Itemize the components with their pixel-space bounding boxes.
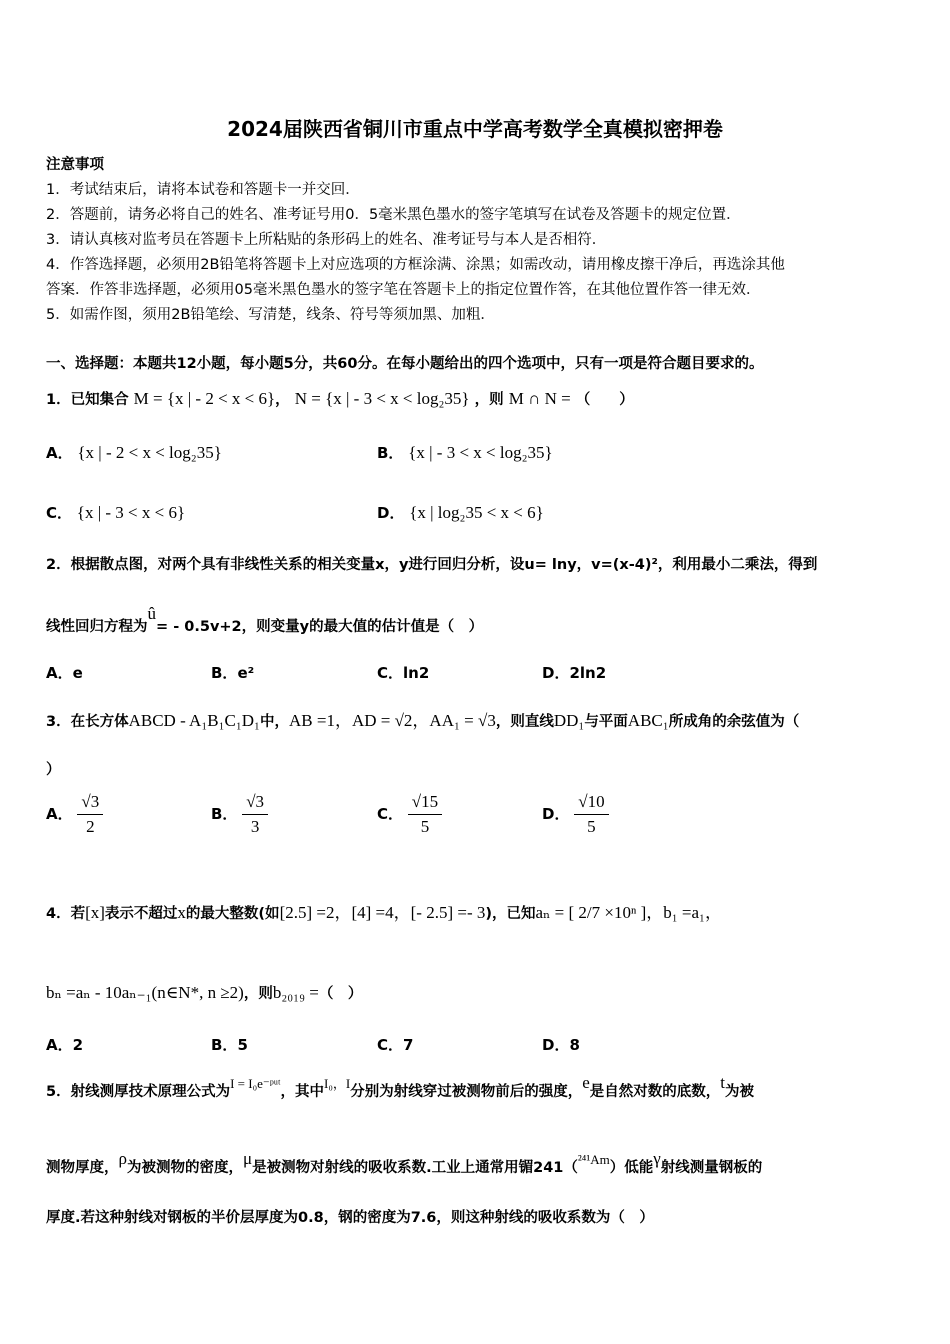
section-heading: 一、选择题：本题共12小题，每小题5分，共60分。在每小题给出的四个选项中，只有一项是符合题目要求的。 (46, 356, 764, 372)
set-m: M = {x | - 2 < x < 6} (133, 389, 276, 408)
notice-item: 2．答题前，请务必将自己的姓名、准考证号用0．5毫米黑色墨水的签字笔填写在试卷及答题卡的规定位置． (46, 207, 741, 223)
option-b[interactable]: B．5 (211, 1036, 248, 1054)
option-b[interactable]: B．e² (211, 664, 255, 682)
option-b[interactable]: B． {x | - 3 < x < log₂35} (377, 443, 553, 462)
question-1-stem: 1．已知集合 M = {x | - 2 < x < 6}， N = {x | - 3 < x < log₂35} ，则 M ∩ N = （ ） (46, 389, 634, 408)
option-a[interactable]: A． $\frac{√3}{2}$ (46, 792, 103, 837)
option-d[interactable]: D．2ln2 (542, 664, 607, 682)
question-5-line-3: 厚度.若这种射线对钢板的半价层厚度为0.8，钢的密度为7.6，则这种射线的吸收系数为（ ） (46, 1210, 654, 1226)
option-b[interactable]: B． $\frac{√3}{3}$ (211, 792, 268, 837)
notice-item: 3．请认真核对监考员在答题卡上所粘贴的条形码上的姓名、准考证号与本人是否相符． (46, 232, 607, 248)
notice-heading: 注意事项 (46, 157, 104, 173)
notice-item: 5．如需作图，须用2B铅笔绘、写清楚，线条、符号等须加黑、加粗． (46, 307, 495, 323)
option-c[interactable]: C． $\frac{√15}{5}$ (377, 792, 442, 837)
page-title: 2024届陕西省铜川市重点中学高考数学全真模拟密押卷 (227, 117, 723, 141)
option-c[interactable]: C． {x | - 3 < x < 6} (46, 503, 186, 522)
option-d[interactable]: D． {x | log₂35 < x < 6} (377, 503, 544, 522)
question-2-equation: 线性回归方程为û= - 0.5v+2，则变量y的最大值的估计值是（ ） (46, 604, 484, 635)
option-c[interactable]: C．7 (377, 1036, 414, 1054)
option-d[interactable]: D．8 (542, 1036, 580, 1054)
notice-item: 4．作答选择题，必须用2B铅笔将答题卡上对应选项的方框涂满、涂黑；如需改动，请用橡皮擦干净后，再选涂其他 (46, 257, 785, 273)
question-3-close: ） (46, 762, 61, 778)
notice-item: 1．考试结束后，请将本试卷和答题卡一并交回． (46, 182, 360, 198)
question-4-recurrence: bₙ =aₙ - 10aₙ₋₁(n∈N*, n ≥2)，则b₂₀₁₉ =（ ） (46, 983, 363, 1002)
question-3-stem: 3．在长方体ABCD - A₁B₁C₁D₁中，AB =1，AD = √2，AA₁ = √3，则直线DD₁与平面ABC₁所成角的余弦值为（ (46, 711, 800, 730)
option-c[interactable]: C．ln2 (377, 664, 430, 682)
option-a[interactable]: A．2 (46, 1036, 84, 1054)
option-d[interactable]: D． $\frac{√10}{5}$ (542, 792, 609, 837)
question-5-line-1: 5．射线测厚技术原理公式为I = I₀e⁻ᵖᵘᵗ，其中I₀，I分别为射线穿过被测物前后的强度，e是自然对数的底数，t为被 (46, 1073, 755, 1100)
question-2-stem: 2．根据散点图，对两个具有非线性关系的相关变量x，y进行回归分析，设u= lny，v=(x-4)²，利用最小二乘法，得到 (46, 557, 818, 573)
question-5-line-2: 测物厚度，ρ为被测物的密度，μ是被测物对射线的吸收系数.工业上通常用镅241（²⁴¹Am）低能γ射线测量钢板的 (46, 1149, 763, 1176)
option-a[interactable]: A． {x | - 2 < x < log₂35} (46, 443, 222, 462)
notice-item: 答案．作答非选择题，必须用05毫米黑色墨水的签字笔在答题卡上的指定位置作答，在其他位置作答一律无效． (46, 282, 761, 298)
set-n: N = {x | - 3 < x < log₂35} (294, 389, 470, 408)
question-4-stem: 4．若[x]表示不超过x的最大整数(如[2.5] =2，[4] =4，[- 2.5] =- 3)，已知aₙ = [ 2/7 ×10ⁿ ]，b₁ =a₁， (46, 903, 722, 922)
option-a[interactable]: A．e (46, 664, 83, 682)
